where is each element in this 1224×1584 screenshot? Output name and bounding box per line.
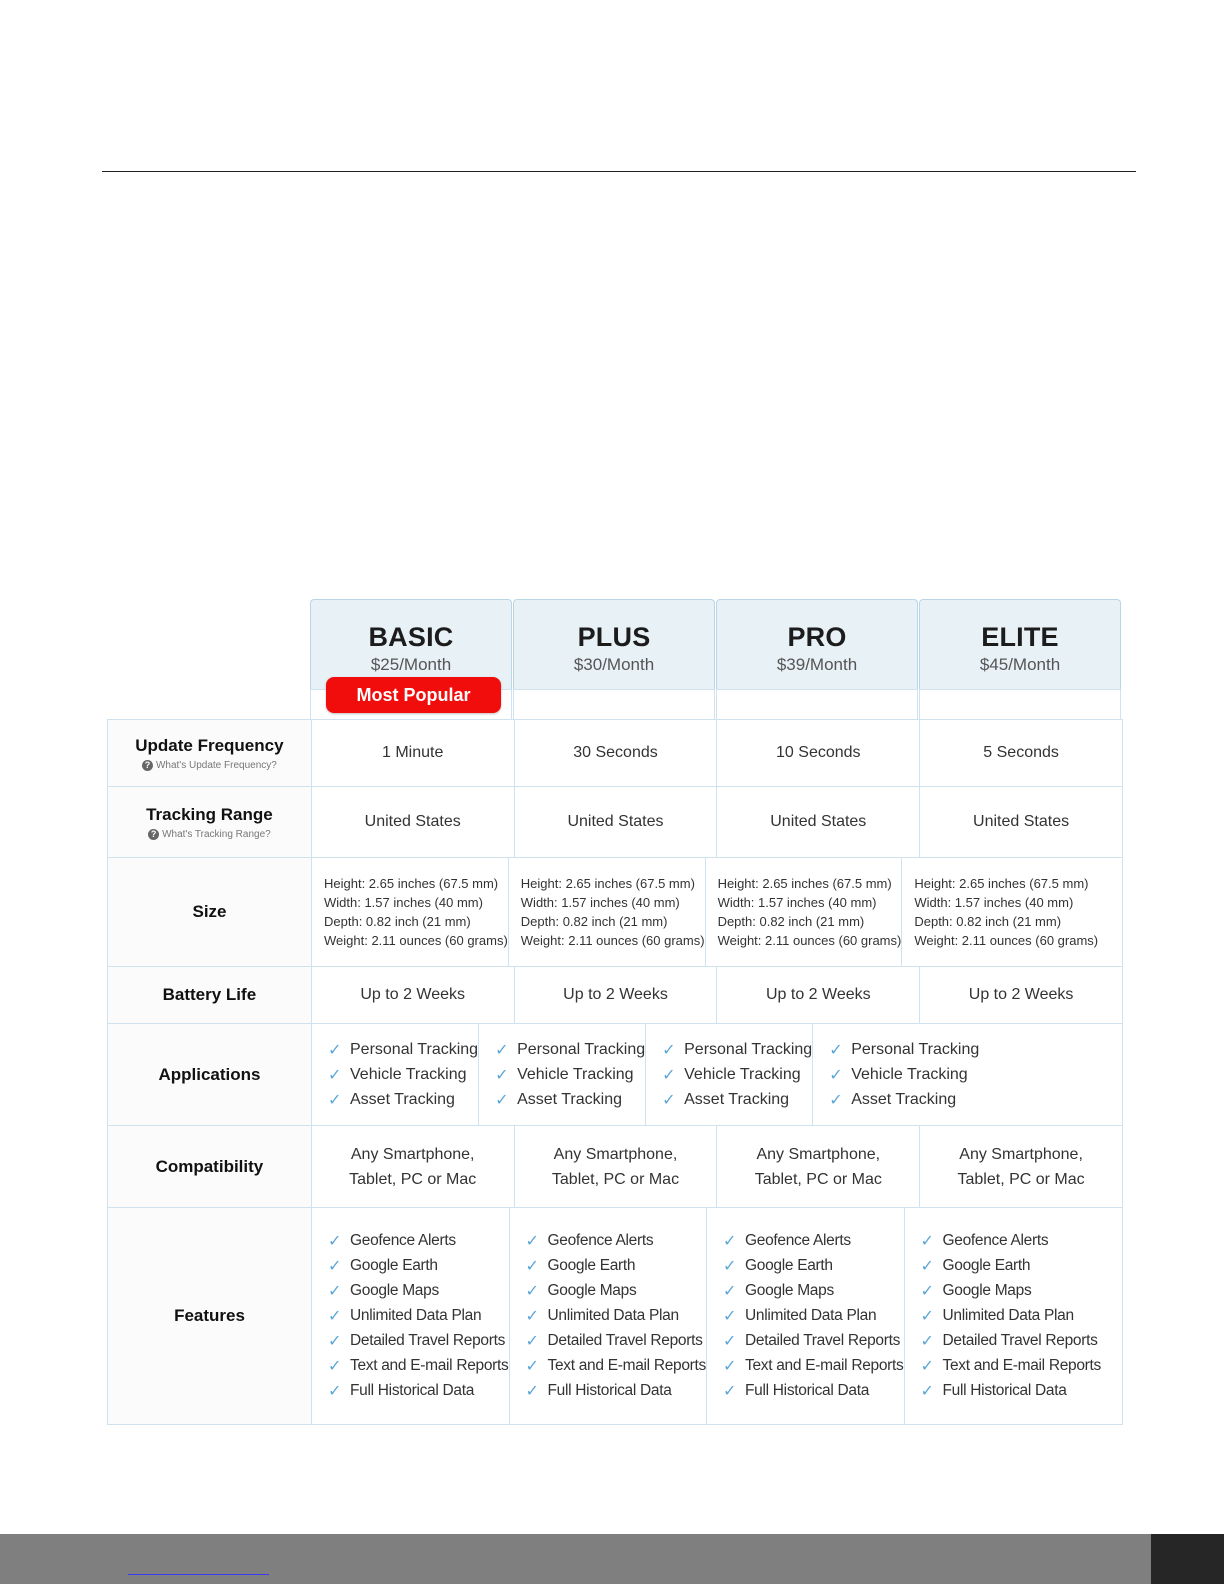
value-cell: Up to 2 Weeks bbox=[311, 967, 514, 1023]
size-depth: Depth: 0.82 inch (21 mm) bbox=[324, 914, 471, 929]
applications-cell bbox=[478, 1024, 645, 1125]
list-item-label: Full Historical Data bbox=[350, 1382, 475, 1399]
row-label bbox=[108, 967, 311, 1023]
row-label bbox=[108, 1126, 311, 1207]
plan-price: $39/Month bbox=[776, 655, 858, 674]
list-item bbox=[829, 1062, 979, 1087]
list-item bbox=[921, 1354, 1102, 1379]
check-icon: ✓ bbox=[328, 1258, 342, 1275]
list-item-label: Text and E-mail Reports bbox=[350, 1357, 509, 1374]
size-weight: Weight: 2.11 ounces (60 grams) bbox=[324, 933, 508, 948]
plan-spacer bbox=[716, 689, 918, 719]
help-link-text: What's Update Frequency? bbox=[155, 759, 277, 771]
list-item bbox=[328, 1037, 478, 1062]
row-label bbox=[108, 858, 311, 966]
compat-line-1: Any Smartphone, bbox=[553, 1145, 678, 1163]
list-item-label: Geofence Alerts bbox=[942, 1232, 1049, 1249]
list-item bbox=[328, 1279, 509, 1304]
list-item bbox=[328, 1229, 509, 1254]
list-item bbox=[328, 1087, 478, 1112]
plan-name: PLUS bbox=[577, 622, 651, 652]
list-item-label: Google Maps bbox=[745, 1282, 834, 1299]
list-item-label: Personal Tracking bbox=[851, 1040, 980, 1058]
check-icon: ✓ bbox=[723, 1233, 737, 1250]
list-item-label: Personal Tracking bbox=[684, 1040, 813, 1058]
compat-line-2: Tablet, PC or Mac bbox=[551, 1170, 680, 1188]
value-cell: 10 Seconds bbox=[716, 720, 919, 786]
value-cell bbox=[716, 1126, 919, 1207]
list-item bbox=[526, 1379, 707, 1404]
check-icon: ✓ bbox=[723, 1258, 737, 1275]
check-icon: ✓ bbox=[920, 1233, 934, 1250]
list-item bbox=[921, 1229, 1102, 1254]
list-item bbox=[662, 1062, 812, 1087]
features-cell bbox=[904, 1208, 1102, 1424]
list-item bbox=[921, 1304, 1102, 1329]
size-depth: Depth: 0.82 inch (21 mm) bbox=[914, 914, 1062, 929]
applications-cell bbox=[645, 1024, 812, 1125]
plan-header-plus bbox=[513, 599, 715, 689]
list-item bbox=[495, 1037, 645, 1062]
list-item-label: Full Historical Data bbox=[942, 1382, 1067, 1399]
list-item bbox=[495, 1062, 645, 1087]
compat-line-2: Tablet, PC or Mac bbox=[754, 1170, 882, 1188]
list-item bbox=[723, 1254, 904, 1279]
size-width: Width: 1.57 inches (40 mm) bbox=[914, 895, 1074, 910]
list-item-label: Asset Tracking bbox=[851, 1090, 957, 1108]
top-rule bbox=[102, 171, 1136, 172]
list-item-label: Text and E-mail Reports bbox=[942, 1357, 1101, 1374]
help-link[interactable] bbox=[148, 829, 271, 840]
footer-corner-block bbox=[1151, 1534, 1224, 1584]
check-icon: ✓ bbox=[829, 1041, 843, 1059]
list-item bbox=[723, 1329, 904, 1354]
size-depth: Depth: 0.82 inch (21 mm) bbox=[520, 914, 668, 929]
list-item-label: Text and E-mail Reports bbox=[745, 1357, 904, 1374]
size-weight: Weight: 2.11 ounces (60 grams) bbox=[914, 933, 1099, 948]
check-icon: ✓ bbox=[662, 1041, 676, 1059]
size-height: Height: 2.65 inches (67.5 mm) bbox=[914, 876, 1089, 891]
list-item bbox=[526, 1329, 707, 1354]
list-item bbox=[662, 1037, 812, 1062]
row-update-frequency bbox=[108, 719, 1122, 786]
list-item bbox=[921, 1329, 1102, 1354]
size-cell bbox=[901, 858, 1098, 966]
list-item-label: Vehicle Tracking bbox=[350, 1065, 467, 1083]
check-icon: ✓ bbox=[328, 1283, 342, 1300]
help-link[interactable] bbox=[142, 760, 277, 771]
plan-spacer bbox=[513, 689, 715, 719]
check-icon: ✓ bbox=[525, 1233, 539, 1250]
check-icon: ✓ bbox=[662, 1091, 676, 1109]
check-icon: ✓ bbox=[328, 1041, 342, 1059]
most-popular-badge: Most Popular bbox=[326, 677, 501, 713]
compat-line-1: Any Smartphone, bbox=[959, 1145, 1083, 1163]
size-weight: Weight: 2.11 ounces (60 grams) bbox=[717, 933, 902, 948]
row-battery-life bbox=[108, 966, 1122, 1023]
list-item-label: Text and E-mail Reports bbox=[547, 1357, 706, 1374]
list-item-label: Google Earth bbox=[350, 1257, 438, 1274]
size-width: Width: 1.57 inches (40 mm) bbox=[520, 895, 680, 910]
footer-link[interactable] bbox=[128, 1574, 269, 1575]
check-icon: ✓ bbox=[328, 1308, 342, 1325]
list-item bbox=[829, 1087, 979, 1112]
row-applications bbox=[108, 1023, 1122, 1125]
value-cell: United States bbox=[514, 787, 717, 857]
applications-cell bbox=[311, 1024, 478, 1125]
check-icon: ✓ bbox=[723, 1358, 737, 1375]
list-item bbox=[328, 1304, 509, 1329]
size-depth: Depth: 0.82 inch (21 mm) bbox=[717, 914, 865, 929]
check-icon: ✓ bbox=[829, 1091, 843, 1109]
row-label bbox=[108, 787, 311, 857]
comparison-table bbox=[107, 719, 1123, 1425]
check-icon: ✓ bbox=[723, 1308, 737, 1325]
list-item-label: Google Maps bbox=[350, 1282, 439, 1299]
value-cell: United States bbox=[716, 787, 919, 857]
list-item bbox=[328, 1354, 509, 1379]
plan-spacer bbox=[919, 689, 1121, 719]
list-item-label: Personal Tracking bbox=[517, 1040, 646, 1058]
row-title: Size bbox=[192, 902, 227, 921]
list-item bbox=[328, 1062, 478, 1087]
check-list bbox=[723, 1229, 904, 1404]
list-item-label: Unlimited Data Plan bbox=[350, 1307, 482, 1324]
check-icon: ✓ bbox=[495, 1041, 509, 1059]
list-item-label: Detailed Travel Reports bbox=[745, 1332, 901, 1349]
row-label bbox=[108, 720, 311, 786]
check-icon: ✓ bbox=[525, 1308, 539, 1325]
check-icon: ✓ bbox=[328, 1233, 342, 1250]
check-icon: ✓ bbox=[495, 1066, 509, 1084]
list-item bbox=[495, 1087, 645, 1112]
compat-line-1: Any Smartphone, bbox=[350, 1145, 475, 1163]
list-item-label: Google Earth bbox=[547, 1257, 636, 1274]
plan-header-pro bbox=[716, 599, 918, 689]
list-item bbox=[526, 1229, 707, 1254]
check-icon: ✓ bbox=[920, 1283, 934, 1300]
row-tracking-range bbox=[108, 786, 1122, 857]
check-icon: ✓ bbox=[723, 1283, 737, 1300]
question-circle-icon: ? bbox=[142, 760, 153, 771]
check-list bbox=[829, 1037, 979, 1112]
row-title: Compatibility bbox=[155, 1156, 264, 1176]
list-item-label: Full Historical Data bbox=[547, 1382, 672, 1399]
list-item-label: Unlimited Data Plan bbox=[745, 1307, 877, 1324]
help-link-text: What's Tracking Range? bbox=[162, 828, 271, 840]
list-item bbox=[921, 1379, 1102, 1404]
list-item bbox=[723, 1229, 904, 1254]
list-item bbox=[723, 1354, 904, 1379]
compat-line-1: Any Smartphone, bbox=[756, 1145, 881, 1163]
plan-price: $30/Month bbox=[573, 655, 655, 674]
plan-header-basic bbox=[310, 599, 512, 689]
plan-header-elite bbox=[919, 599, 1121, 689]
list-item-label: Asset Tracking bbox=[517, 1090, 622, 1108]
list-item bbox=[526, 1279, 707, 1304]
row-title: Applications bbox=[158, 1064, 261, 1084]
check-icon: ✓ bbox=[525, 1333, 539, 1350]
check-icon: ✓ bbox=[328, 1333, 342, 1350]
value-cell: United States bbox=[919, 787, 1122, 857]
check-icon: ✓ bbox=[525, 1358, 539, 1375]
check-icon: ✓ bbox=[723, 1383, 737, 1400]
row-title: Features bbox=[174, 1306, 245, 1325]
row-title: Tracking Range bbox=[146, 804, 273, 824]
check-icon: ✓ bbox=[525, 1283, 539, 1300]
check-icon: ✓ bbox=[920, 1383, 934, 1400]
value-cell: 30 Seconds bbox=[514, 720, 717, 786]
list-item bbox=[526, 1354, 707, 1379]
list-item bbox=[328, 1329, 509, 1354]
value-cell bbox=[311, 1126, 514, 1207]
list-item-label: Unlimited Data Plan bbox=[547, 1307, 679, 1324]
list-item bbox=[526, 1304, 707, 1329]
row-features bbox=[108, 1207, 1122, 1424]
plan-price: $45/Month bbox=[979, 655, 1061, 674]
list-item-label: Detailed Travel Reports bbox=[350, 1332, 506, 1349]
compat-line-2: Tablet, PC or Mac bbox=[957, 1170, 1085, 1188]
list-item bbox=[921, 1279, 1102, 1304]
check-list bbox=[662, 1037, 812, 1112]
check-icon: ✓ bbox=[525, 1383, 539, 1400]
list-item-label: Google Earth bbox=[942, 1257, 1031, 1274]
list-item-label: Geofence Alerts bbox=[547, 1232, 654, 1249]
row-label bbox=[108, 1024, 311, 1125]
check-icon: ✓ bbox=[920, 1358, 934, 1375]
check-icon: ✓ bbox=[920, 1308, 934, 1325]
check-icon: ✓ bbox=[495, 1091, 509, 1109]
list-item-label: Vehicle Tracking bbox=[851, 1065, 968, 1083]
list-item-label: Personal Tracking bbox=[350, 1040, 479, 1058]
list-item-label: Asset Tracking bbox=[684, 1090, 790, 1108]
question-circle-icon: ? bbox=[148, 829, 159, 840]
row-size bbox=[108, 857, 1122, 966]
list-item bbox=[723, 1279, 904, 1304]
check-icon: ✓ bbox=[328, 1066, 342, 1084]
size-weight: Weight: 2.11 ounces (60 grams) bbox=[520, 933, 705, 948]
plan-name: BASIC bbox=[368, 622, 454, 652]
check-icon: ✓ bbox=[920, 1333, 934, 1350]
size-height: Height: 2.65 inches (67.5 mm) bbox=[520, 876, 695, 891]
check-icon: ✓ bbox=[920, 1258, 934, 1275]
list-item bbox=[829, 1037, 979, 1062]
list-item-label: Google Maps bbox=[942, 1282, 1032, 1299]
compat-line-2: Tablet, PC or Mac bbox=[349, 1170, 477, 1188]
check-list bbox=[921, 1229, 1102, 1404]
check-list bbox=[328, 1229, 509, 1404]
check-icon: ✓ bbox=[328, 1383, 342, 1400]
row-title: Battery Life bbox=[162, 985, 257, 1004]
check-icon: ✓ bbox=[525, 1258, 539, 1275]
check-list bbox=[495, 1037, 645, 1112]
list-item bbox=[328, 1254, 509, 1279]
size-height: Height: 2.65 inches (67.5 mm) bbox=[717, 876, 892, 891]
value-cell: Up to 2 Weeks bbox=[716, 967, 919, 1023]
list-item bbox=[328, 1379, 509, 1404]
list-item-label: Vehicle Tracking bbox=[517, 1065, 634, 1083]
check-list bbox=[328, 1037, 478, 1112]
value-cell bbox=[919, 1126, 1122, 1207]
plan-name: ELITE bbox=[981, 622, 1059, 652]
list-item-label: Google Earth bbox=[745, 1257, 833, 1274]
features-cell bbox=[311, 1208, 509, 1424]
size-height: Height: 2.65 inches (67.5 mm) bbox=[324, 876, 499, 891]
footer-bar bbox=[0, 1534, 1224, 1584]
value-cell: Up to 2 Weeks bbox=[514, 967, 717, 1023]
list-item-label: Google Maps bbox=[547, 1282, 637, 1299]
list-item bbox=[921, 1254, 1102, 1279]
check-icon: ✓ bbox=[328, 1091, 342, 1109]
value-cell: Up to 2 Weeks bbox=[919, 967, 1122, 1023]
value-cell: United States bbox=[311, 787, 514, 857]
list-item-label: Geofence Alerts bbox=[350, 1232, 456, 1249]
size-width: Width: 1.57 inches (40 mm) bbox=[324, 895, 483, 910]
check-icon: ✓ bbox=[723, 1333, 737, 1350]
list-item-label: Asset Tracking bbox=[350, 1090, 455, 1108]
value-cell: 5 Seconds bbox=[919, 720, 1122, 786]
size-cell bbox=[705, 858, 902, 966]
list-item-label: Full Historical Data bbox=[745, 1382, 870, 1399]
features-cell bbox=[706, 1208, 904, 1424]
check-icon: ✓ bbox=[662, 1066, 676, 1084]
list-item-label: Geofence Alerts bbox=[745, 1232, 851, 1249]
check-icon: ✓ bbox=[829, 1066, 843, 1084]
value-cell: 1 Minute bbox=[311, 720, 514, 786]
row-compatibility bbox=[108, 1125, 1122, 1207]
features-cell bbox=[509, 1208, 707, 1424]
plan-price: $25/Month bbox=[370, 655, 452, 674]
value-cell bbox=[514, 1126, 717, 1207]
list-item bbox=[723, 1304, 904, 1329]
list-item-label: Unlimited Data Plan bbox=[942, 1307, 1074, 1324]
check-icon: ✓ bbox=[328, 1358, 342, 1375]
row-title: Update Frequency bbox=[135, 735, 284, 755]
list-item-label: Vehicle Tracking bbox=[684, 1065, 801, 1083]
size-cell bbox=[508, 858, 705, 966]
size-width: Width: 1.57 inches (40 mm) bbox=[717, 895, 877, 910]
check-list bbox=[526, 1229, 707, 1404]
row-label bbox=[108, 1208, 311, 1424]
plan-name: PRO bbox=[787, 622, 847, 652]
list-item bbox=[662, 1087, 812, 1112]
list-item bbox=[526, 1254, 707, 1279]
size-cell bbox=[311, 858, 508, 966]
list-item-label: Detailed Travel Reports bbox=[942, 1332, 1098, 1349]
applications-cell bbox=[812, 1024, 979, 1125]
list-item-label: Detailed Travel Reports bbox=[547, 1332, 703, 1349]
list-item bbox=[723, 1379, 904, 1404]
